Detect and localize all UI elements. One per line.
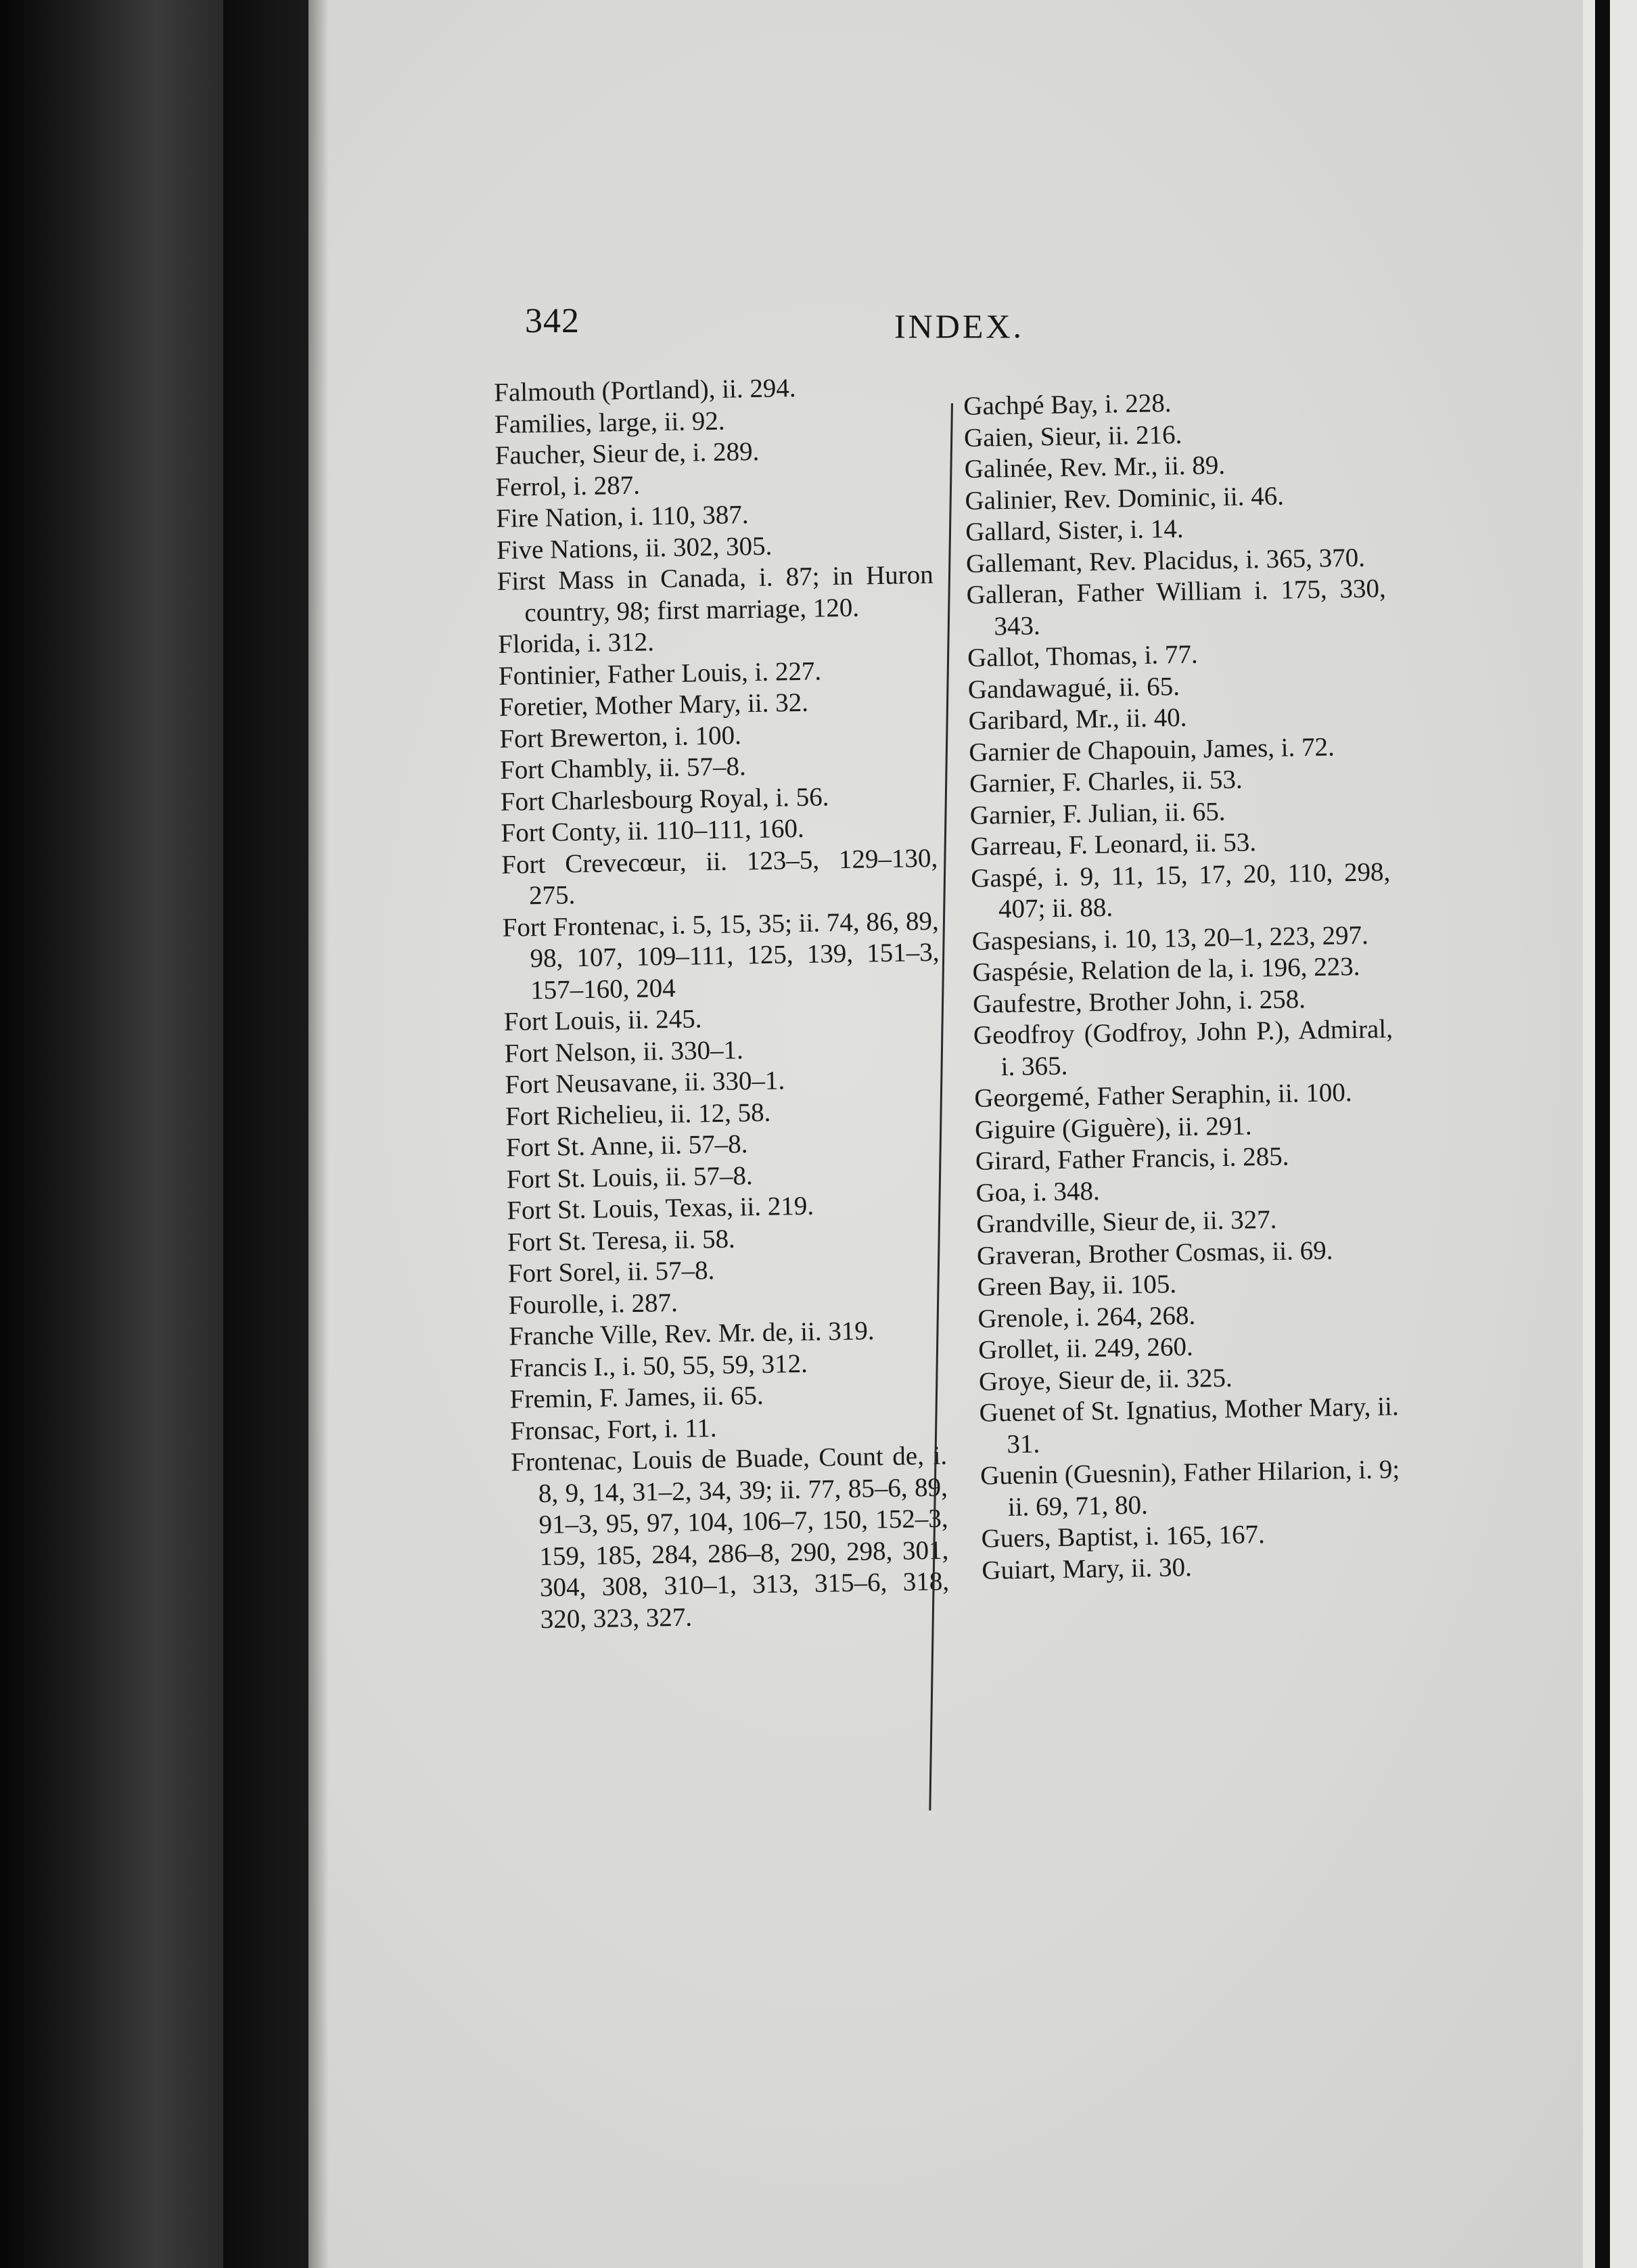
- index-entry: Georgemé, Father Seraphin, ii. 100.: [974, 1078, 1352, 1113]
- index-entry: Families, large, ii. 92.: [494, 406, 725, 439]
- index-entry: Graveran, Brother Cosmas, ii. 69.: [976, 1235, 1333, 1271]
- index-entry: Ferrol, i. 287.: [495, 470, 641, 502]
- index-entry: Galinée, Rev. Mr., ii. 89.: [964, 450, 1226, 484]
- index-entry: Fort Crevecœur, ii. 123–5, 129–130, 275.: [501, 843, 938, 911]
- index-entry: Gaspé, i. 9, 11, 15, 17, 20, 110, 298, 407; ii. 88.: [970, 857, 1391, 924]
- index-entry: Gallot, Thomas, i. 77.: [967, 639, 1199, 673]
- index-column-right: [963, 384, 1402, 1587]
- running-head: INDEX.: [894, 307, 1025, 345]
- index-entry: Fremin, F. James, ii. 65.: [509, 1380, 764, 1414]
- index-entry: Five Nations, ii. 302, 305.: [496, 531, 773, 565]
- index-entry: Galinier, Rev. Dominic, ii. 46.: [965, 481, 1285, 516]
- index-entry: Goa, i. 348.: [975, 1176, 1100, 1208]
- index-entry: Franche Ville, Rev. Mr. de, ii. 319.: [508, 1316, 875, 1351]
- index-entry: Geodfroy (Godfroy, John P.), Admiral, i. 365.: [973, 1014, 1393, 1081]
- index-entry: Fort Sorel, ii. 57–8.: [507, 1256, 715, 1288]
- index-entry: Fort Richelieu, ii. 12, 58.: [505, 1097, 771, 1131]
- index-entry: Guenin (Guesnin), Father Hilarion, i. 9; ii. 69, 71, 80.: [979, 1455, 1400, 1522]
- index-entry: Fourolle, i. 287.: [508, 1288, 678, 1320]
- index-entry: Fontinier, Father Louis, i. 227.: [498, 656, 822, 691]
- index-entry: Fort St. Louis, Texas, ii. 219.: [507, 1191, 814, 1225]
- index-entry: Florida, i. 312.: [497, 627, 655, 659]
- index-entry: Guiart, Mary, ii. 30.: [982, 1552, 1193, 1585]
- index-entry: Giguire (Giguère), ii. 291.: [974, 1110, 1252, 1145]
- index-entry: Fort St. Teresa, ii. 58.: [507, 1224, 736, 1257]
- index-entry: Fort Neusavane, ii. 330–1.: [505, 1066, 785, 1099]
- page-number: 342: [525, 302, 580, 340]
- index-entry: Foretier, Mother Mary, ii. 32.: [499, 687, 809, 722]
- index-entry: Fort Charlesbourg Royal, i. 56.: [500, 781, 829, 817]
- index-entry: Garreau, F. Leonard, ii. 53.: [970, 827, 1257, 861]
- index-entry: Gaufestre, Brother John, i. 258.: [972, 984, 1306, 1019]
- index-entry: Francis I., i. 50, 55, 59, 312.: [509, 1348, 808, 1383]
- index-entry: Guers, Baptist, i. 165, 167.: [981, 1520, 1266, 1553]
- index-entry: Garnier, F. Charles, ii. 53.: [969, 765, 1243, 798]
- index-entry: Fort Brewerton, i. 100.: [499, 720, 742, 754]
- index-entry: Gaien, Sieur, ii. 216.: [963, 419, 1182, 453]
- index-entry: Green Bay, ii. 105.: [977, 1269, 1177, 1302]
- index-entry: Gaspésie, Relation de la, i. 196, 223.: [972, 951, 1360, 987]
- index-entry: Gallemant, Rev. Placidus, i. 365, 370.: [965, 543, 1366, 579]
- index-entry: Garibard, Mr., ii. 40.: [968, 702, 1187, 735]
- index-entry: Falmouth (Portland), ii. 294.: [494, 373, 796, 407]
- index-entry: Gaspesians, i. 10, 13, 20–1, 223, 297.: [971, 920, 1369, 956]
- index-entry: Guenet of St. Ignatius, Mother Mary, ii. 31.: [979, 1392, 1399, 1459]
- index-entry: Girard, Father Francis, i. 285.: [975, 1141, 1289, 1176]
- index-entry: Fire Nation, i. 110, 387.: [495, 500, 749, 533]
- index-entry: Fronsac, Fort, i. 11.: [510, 1413, 717, 1446]
- index-column-left: [494, 371, 950, 1636]
- index-entry: Fort St. Anne, ii. 57–8.: [505, 1129, 748, 1162]
- index-entry: Grollet, ii. 249, 260.: [977, 1332, 1193, 1365]
- index-entry: Garnier de Chapouin, James, i. 72.: [969, 731, 1335, 767]
- index-entry: Fort St. Louis, ii. 57–8.: [506, 1160, 753, 1194]
- index-entry: First Mass in Canada, i. 87; in Huron country, 98; first marriage, 120.: [497, 560, 933, 627]
- index-entry: Gallard, Sister, i. 14.: [965, 514, 1184, 547]
- index-entry: Garnier, F. Julian, ii. 65.: [969, 796, 1226, 830]
- index-entry: Fort Conty, ii. 110–111, 160.: [501, 813, 805, 848]
- index-entry: Fort Louis, ii. 245.: [503, 1004, 702, 1037]
- index-entry: Groye, Sieur de, ii. 325.: [978, 1363, 1233, 1397]
- index-entry: Gandawagué, ii. 65.: [967, 671, 1180, 704]
- index-entry: Galleran, Father William i. 175, 330, 343.: [966, 574, 1386, 641]
- index-entry: Fort Frontenac, i. 5, 15, 35; ii. 74, 86, 89, 98, 107, 109–111, 125, 139, 151–3, 157–160, 204: [502, 906, 940, 1005]
- index-entry: Faucher, Sieur de, i. 289.: [494, 436, 760, 470]
- index-entry: Grenole, i. 264, 268.: [977, 1300, 1196, 1334]
- index-entry: Gachpé Bay, i. 228.: [963, 388, 1172, 421]
- index-entry: Grandville, Sieur de, ii. 327.: [976, 1204, 1277, 1239]
- index-entry: Fort Nelson, ii. 330–1.: [504, 1035, 744, 1068]
- index-entry: Fort Chambly, ii. 57–8.: [499, 752, 747, 785]
- index-entry: Frontenac, Louis de Buade, Count de, i. 8, 9, 14, 31–2, 34, 39; ii. 77, 85–6, 89, 91–3, 95, 97, 104, 106–7, 150, 152–3, 159, 185, 284, 286–8, 290, 298, 301, 304, 308, 310–1, 313, 315–6, 318, 320, 323, 327.: [510, 1441, 950, 1634]
- page-header: [0, 301, 1637, 355]
